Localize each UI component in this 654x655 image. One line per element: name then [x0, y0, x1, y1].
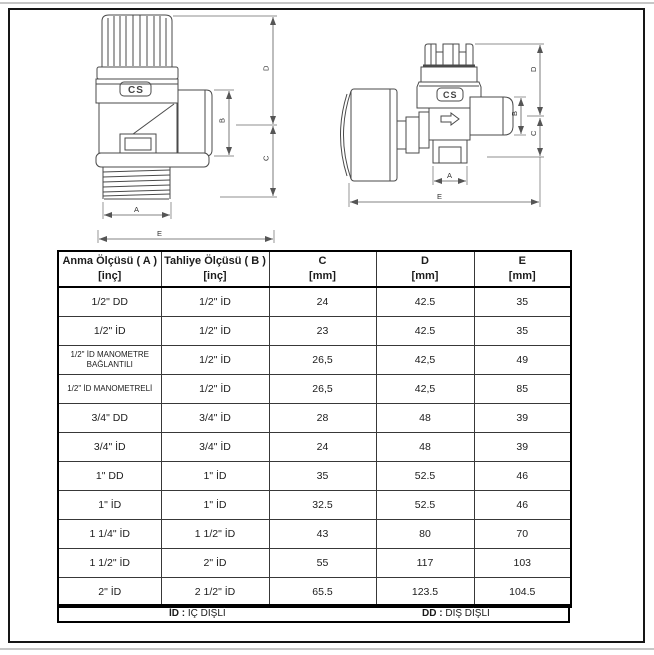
table-row [58, 491, 571, 520]
table-cell: 26,5 [269, 375, 376, 404]
table-cell: 1/2" İD MANOMETRELİ [58, 375, 161, 404]
svg-text:E: E [157, 229, 163, 238]
dimensions-table [57, 250, 572, 608]
column-header-tahliye-olcusu [161, 251, 269, 287]
table-row [58, 346, 571, 375]
table-cell: 1/2" İD MANOMETRE BAĞLANTILI [58, 346, 161, 375]
column-header-d [376, 251, 474, 287]
table-cell: 55 [269, 549, 376, 578]
dimension-b [214, 90, 234, 156]
table-cell: 26,5 [269, 346, 376, 375]
castellated-cap [421, 44, 477, 82]
table-cell: 52.5 [376, 462, 474, 491]
table-row [58, 549, 571, 578]
table-cell: 104.5 [474, 578, 571, 608]
column-header-e [474, 251, 571, 287]
table-row [58, 404, 571, 433]
svg-text:B: B [510, 110, 519, 116]
table-cell: 42.5 [376, 317, 474, 346]
table-cell: 46 [474, 491, 571, 520]
table-cell: 2" İD [58, 578, 161, 608]
bottom-outlet [433, 140, 467, 163]
svg-text:C: C [529, 130, 538, 136]
table-cell: 42,5 [376, 375, 474, 404]
table-row [58, 287, 571, 317]
header-line1: E [518, 255, 526, 268]
table-cell: 1/2" İD [161, 346, 269, 375]
side-outlet [178, 90, 212, 156]
table-cell: 32.5 [269, 491, 376, 520]
dimension-e [98, 229, 274, 243]
dimension-a [103, 202, 171, 219]
column-header-c [269, 251, 376, 287]
legend-dd-value: DIŞ DİŞLİ [445, 608, 490, 619]
table-cell: 24 [269, 433, 376, 462]
left-valve-drawing [96, 15, 277, 243]
table-cell: 1" İD [161, 491, 269, 520]
legend-id [169, 608, 226, 619]
svg-text:C: C [261, 155, 271, 161]
table-cell: 1" İD [161, 462, 269, 491]
table-cell: 39 [474, 433, 571, 462]
table-cell: 1/2" İD [58, 317, 161, 346]
header-line2: [mm] [411, 270, 439, 282]
table-cell: 1/2" İD [161, 375, 269, 404]
table-cell: 3/4" İD [58, 433, 161, 462]
table-cell: 52.5 [376, 491, 474, 520]
header-line2: [inç] [203, 270, 227, 282]
gauge-port [419, 112, 429, 148]
table-cell: 48 [376, 404, 474, 433]
table-row [58, 375, 571, 404]
side-outlet [470, 97, 513, 135]
table-row [58, 462, 571, 491]
header-line1: Anma Ölçüsü ( A ) [62, 255, 158, 268]
table-cell: 42.5 [376, 287, 474, 317]
column-header-anma-olcusu [58, 251, 161, 287]
header-line2: [inç] [98, 270, 122, 282]
table-cell: 3/4" DD [58, 404, 161, 433]
legend-dd-abbr: DD : [422, 608, 443, 619]
table-cell: 35 [474, 287, 571, 317]
table-cell: 35 [474, 317, 571, 346]
table-cell: 1/2" İD [161, 287, 269, 317]
cap-flange [97, 67, 178, 79]
svg-text:B: B [217, 117, 227, 123]
legend-id-value: İÇ DİŞLİ [187, 608, 226, 619]
svg-text:CS: CS [128, 85, 144, 96]
table-row [58, 520, 571, 549]
svg-text:D: D [261, 65, 271, 71]
header-line1: Tahliye Ölçüsü ( B ) [164, 255, 266, 268]
header-line2: [mm] [309, 270, 336, 282]
bottom-gray-rule [0, 648, 654, 650]
table-cell: 65.5 [269, 578, 376, 608]
dimension-a [433, 166, 467, 185]
table-cell: 103 [474, 549, 571, 578]
legend-id-abbr: İD : [169, 608, 186, 619]
svg-text:CS: CS [443, 90, 458, 100]
table-cell: 1" İD [58, 491, 161, 520]
table-cell: 43 [269, 520, 376, 549]
hex-flange [96, 153, 209, 167]
table-cell: 2" İD [161, 549, 269, 578]
table-cell: 85 [474, 375, 571, 404]
knurled-cap [102, 15, 172, 67]
table-cell: 117 [376, 549, 474, 578]
table-cell: 48 [376, 433, 474, 462]
dimension-c [220, 126, 277, 197]
male-thread [103, 167, 170, 199]
table-cell: 70 [474, 520, 571, 549]
table-cell: 1 1/2" İD [161, 520, 269, 549]
table-cell: 42,5 [376, 346, 474, 375]
table-cell: 123.5 [376, 578, 474, 608]
table-cell: 1/2" İD [161, 317, 269, 346]
table-cell: 2 1/2" İD [161, 578, 269, 608]
table-cell: 46 [474, 462, 571, 491]
svg-text:A: A [447, 171, 453, 180]
table-cell: 24 [269, 287, 376, 317]
svg-text:E: E [437, 192, 443, 201]
svg-text:A: A [134, 205, 140, 214]
header-line2: [mm] [508, 270, 536, 282]
table-row [58, 433, 571, 462]
table-cell: 28 [269, 404, 376, 433]
table-cell: 35 [269, 462, 376, 491]
svg-text:D: D [529, 66, 538, 72]
header-row [58, 251, 571, 287]
table-cell: 49 [474, 346, 571, 375]
gauge-stem [397, 121, 406, 149]
valve-body [429, 108, 470, 140]
table-cell: 1 1/4" İD [58, 520, 161, 549]
table-cell: 1 1/2" İD [58, 549, 161, 578]
header-line1: C [318, 255, 327, 268]
legend-dd [422, 608, 490, 619]
table-cell: 3/4" İD [161, 433, 269, 462]
table-cell: 3/4" İD [161, 404, 269, 433]
table-cell: 23 [269, 317, 376, 346]
legend-box [57, 604, 570, 623]
header-line1: D [421, 255, 429, 268]
table-cell: 39 [474, 404, 571, 433]
right-valve-drawing [341, 44, 545, 207]
manometer-gauge [341, 89, 430, 181]
table-row [58, 578, 571, 608]
table-cell: 80 [376, 520, 474, 549]
table-cell: 1/2" DD [58, 287, 161, 317]
valve-technical-drawings [0, 0, 654, 250]
table-cell: 1" DD [58, 462, 161, 491]
table-row [58, 317, 571, 346]
